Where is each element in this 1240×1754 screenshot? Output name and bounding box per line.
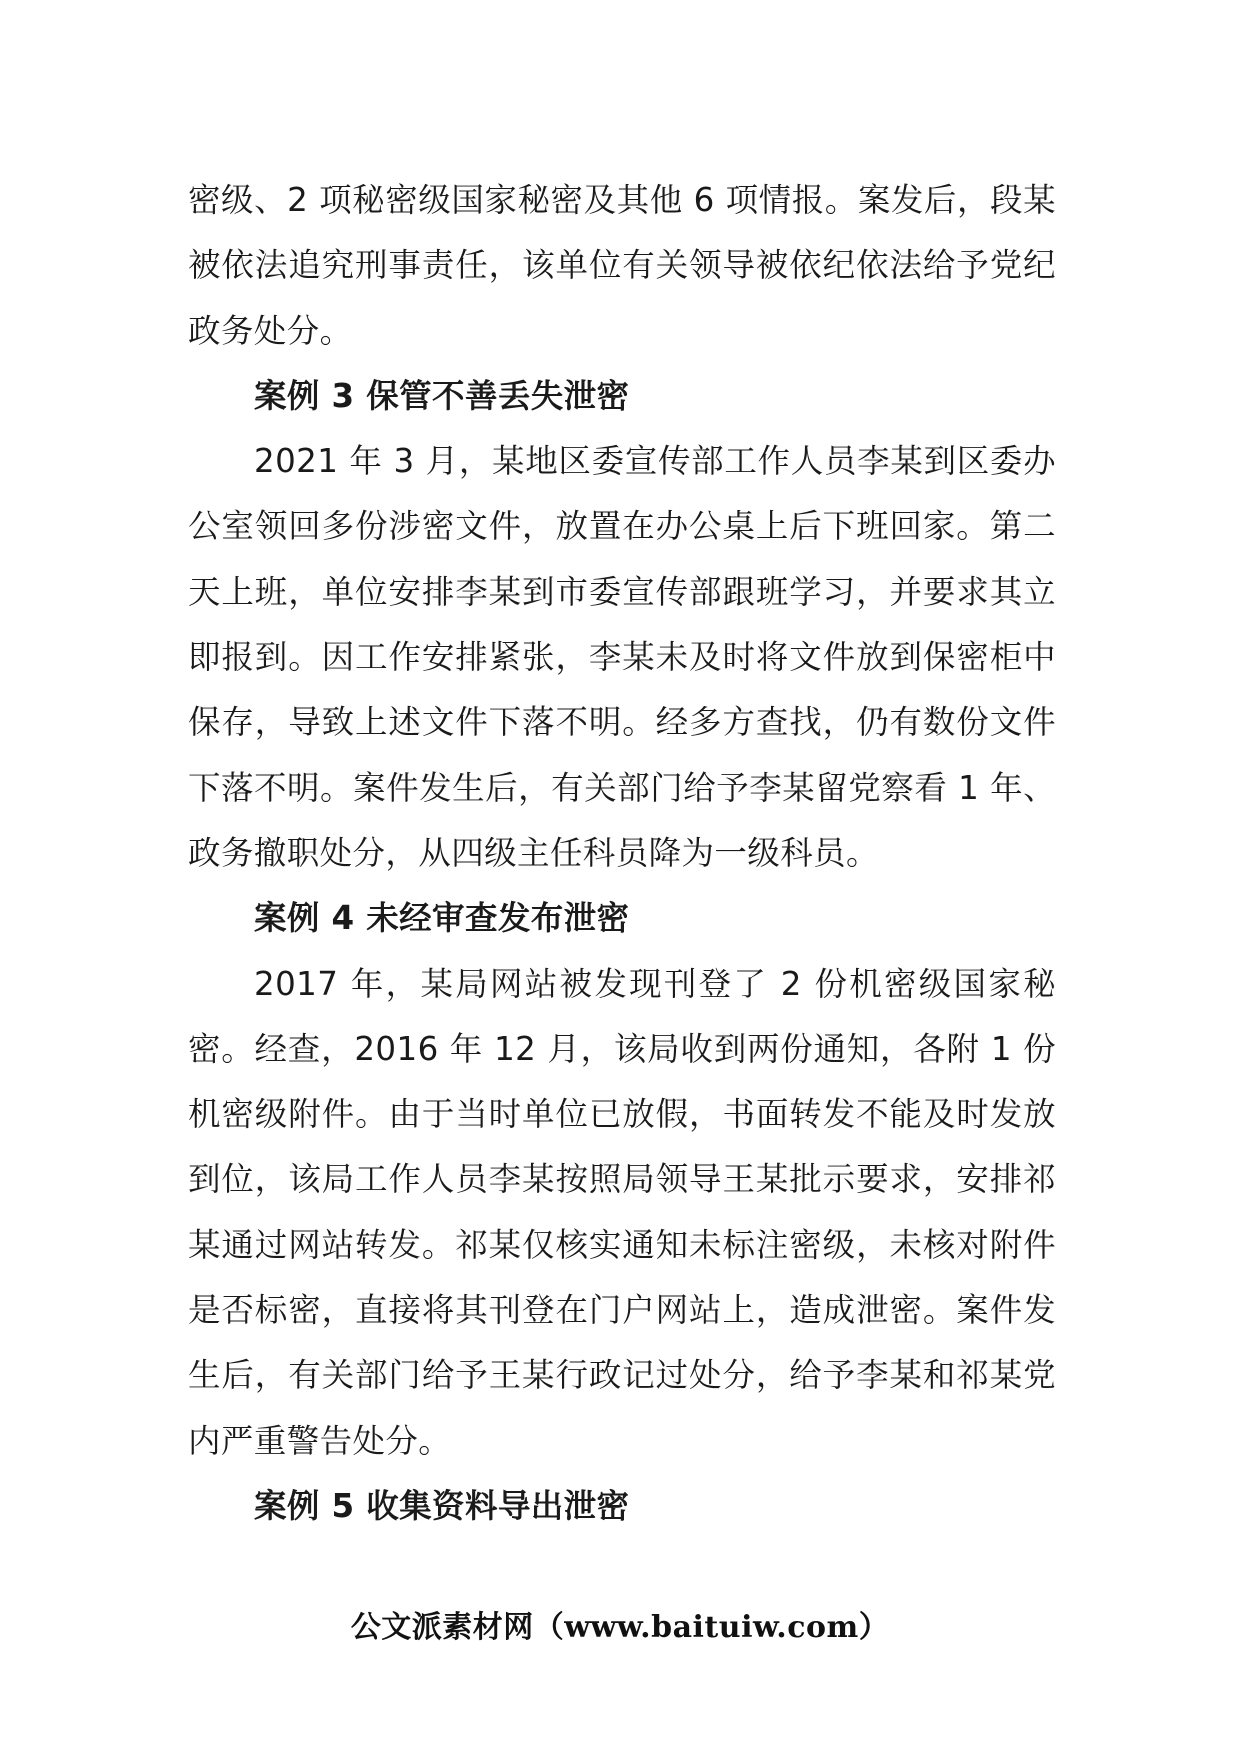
case-4-heading: 案例 4 未经审查发布泄密 [254, 899, 630, 938]
paragraph-continuation: 密级、2 项秘密级国家秘密及其他 6 项情报。案发后，段某被依法追究刑事责任，该单位有关领导被依纪依法给予党纪政务处分。 [188, 181, 1056, 350]
page-footer-watermark: 公文派素材网（www.baituiw.com） [350, 1610, 890, 1645]
case-4-paragraph: 2017 年，某局网站被发现刊登了 2 份机密级国家秘密。经查，2016 年 12 月，该局收到两份通知，各附 1 份机密级附件。由于当时单位已放假，书面转发不能及时发放到位，该局工作人员李某按照局领导王某批示要求，安排祁某通过网站转发。祁某仅核实通知未标注密级，未核对附件是否标密，直接将其刊登在门户网站上，造成泄密。案件发生后，有关部门给予王某行政记过处分，给予李某和祁某党内严重警告处分。 [188, 964, 1056, 1460]
case-5-heading: 案例 5 收集资料导出泄密 [254, 1486, 630, 1525]
document-body [188, 168, 1056, 1539]
case-3-paragraph: 2021 年 3 月，某地区委宣传部工作人员李某到区委办公室领回多份涉密文件，放置在办公桌上后下班回家。第二天上班，单位安排李某到市委宣传部跟班学习，并要求其立即报到。因工作安排紧张，李某未及时将文件放到保密柜中保存，导致上述文件下落不明。经多方查找，仍有数份文件下落不明。案件发生后，有关部门给予李某留党察看 1 年、政务撤职处分，从四级主任科员降为一级科员。 [188, 442, 1056, 872]
case-3-heading: 案例 3 保管不善丢失泄密 [254, 376, 630, 415]
